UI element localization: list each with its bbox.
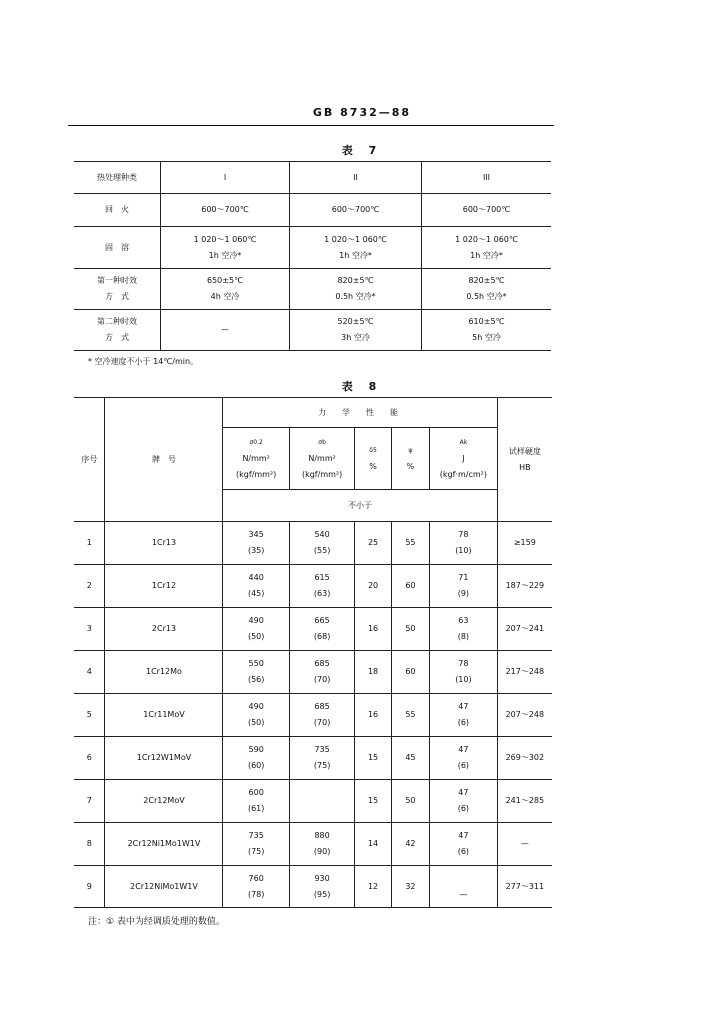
table-cell <box>290 269 422 310</box>
cell-line: 540 <box>314 530 330 539</box>
elongation: 16 <box>355 608 391 651</box>
cell-line: 4h 空冷 <box>210 292 240 301</box>
header-rule <box>68 125 554 126</box>
head-line: Ak <box>459 438 468 446</box>
head-seq: 序号 <box>74 398 105 522</box>
reduction-of-area: 50 <box>391 780 429 823</box>
head-line: (kgf/mm²) <box>301 469 343 479</box>
cell-line: 71 <box>458 573 469 582</box>
cell-line: 615 <box>314 573 330 582</box>
grade-name: 2Cr12MoV <box>105 780 223 823</box>
cell-line: (6) <box>457 761 470 770</box>
cell-line: 665 <box>314 616 330 625</box>
cell-line: 490 <box>248 616 264 625</box>
tensile-strength <box>289 608 354 651</box>
tensile-strength <box>289 651 354 694</box>
grade-name: 2Cr13 <box>105 608 223 651</box>
cell-line <box>430 871 497 887</box>
table-cell: 600～700℃ <box>422 194 552 227</box>
cell-line: (6) <box>457 718 470 727</box>
cell-line <box>290 785 354 801</box>
yield-strength <box>223 565 289 608</box>
head-mech: 力 学 性 能 <box>223 398 497 428</box>
row-label: 固 溶 <box>74 227 161 269</box>
head-line: J <box>462 453 465 463</box>
elongation: 20 <box>355 565 391 608</box>
row-number: 9 <box>74 866 105 908</box>
grade-name: 1Cr12Mo <box>105 651 223 694</box>
tensile-strength <box>289 866 354 908</box>
head-col <box>223 428 289 490</box>
head-col <box>289 428 354 490</box>
tensile-strength <box>289 694 354 737</box>
yield-strength <box>223 737 289 780</box>
hardness: 187～229 <box>497 565 552 608</box>
cell-line: 47 <box>458 702 469 711</box>
cell-line: 820±5℃ <box>337 276 374 285</box>
tensile-strength <box>289 823 354 866</box>
row-number: 2 <box>74 565 105 608</box>
table-row <box>74 194 551 227</box>
cell-line: (50) <box>247 718 265 727</box>
impact-energy <box>430 651 498 694</box>
table-cell <box>290 310 422 351</box>
cell-line: 47 <box>458 831 469 840</box>
cell-line: 735 <box>314 745 330 754</box>
table8-caption: 表 8 <box>341 380 383 393</box>
table-row <box>74 227 551 269</box>
yield-strength <box>223 823 289 866</box>
cell-line: (70) <box>313 718 331 727</box>
table-row <box>74 269 551 310</box>
cell-line: 440 <box>248 573 264 582</box>
tensile-strength <box>289 737 354 780</box>
head-hb <box>497 398 552 522</box>
table-row <box>74 866 552 908</box>
reduction-of-area: 45 <box>391 737 429 780</box>
hardness: 241～285 <box>497 780 552 823</box>
cell-line: 47 <box>458 788 469 797</box>
head-line: N/mm² <box>242 453 270 463</box>
elongation: 15 <box>355 737 391 780</box>
cell-line: (95) <box>313 889 331 899</box>
cell-line: 550 <box>248 659 264 668</box>
grade-name: 1Cr11MoV <box>105 694 223 737</box>
table7-head-row <box>74 162 551 194</box>
cell-line: 345 <box>248 530 264 539</box>
table8-head-row <box>74 398 552 428</box>
hardness: 207～248 <box>497 694 552 737</box>
elongation: 14 <box>355 823 391 866</box>
impact-energy <box>430 565 498 608</box>
table7-head-cell: III <box>422 162 552 194</box>
cell-line: 78 <box>458 659 469 668</box>
heat-treatment-table <box>74 161 551 351</box>
mechanical-properties-table <box>74 397 552 908</box>
cell-line: (50) <box>247 632 265 641</box>
table-row <box>74 310 551 351</box>
grade-name: 1Cr12W1MoV <box>105 737 223 780</box>
cell-line: 63 <box>458 616 469 625</box>
reduction-of-area: 32 <box>391 866 429 908</box>
cell-line: 590 <box>248 745 264 754</box>
cell-line: 3h 空冷 <box>341 333 370 342</box>
elongation: 15 <box>355 780 391 823</box>
cell-line: — <box>459 889 468 899</box>
cell-line: 600 <box>248 788 264 797</box>
table-row <box>74 780 552 823</box>
row-number: 6 <box>74 737 105 780</box>
label-line: 方 式 <box>105 333 129 342</box>
yield-strength <box>223 694 289 737</box>
reduction-of-area: 55 <box>391 694 429 737</box>
row-number: 5 <box>74 694 105 737</box>
table-cell <box>161 269 290 310</box>
head-line: % <box>369 461 377 471</box>
head-line: σb <box>318 438 326 446</box>
cell-line: 520±5℃ <box>337 317 374 326</box>
impact-energy <box>430 866 498 908</box>
table-row <box>74 823 552 866</box>
table-cell <box>422 310 552 351</box>
cell-line: 685 <box>314 659 330 668</box>
elongation: 12 <box>355 866 391 908</box>
impact-energy <box>430 737 498 780</box>
row-number: 8 <box>74 823 105 866</box>
cell-line: 47 <box>458 745 469 754</box>
reduction-of-area: 55 <box>391 522 429 565</box>
elongation: 18 <box>355 651 391 694</box>
cell-line: (75) <box>313 761 331 770</box>
head-not-less: 不小于 <box>223 490 497 522</box>
cell-line: (63) <box>313 589 331 598</box>
cell-line: 880 <box>314 831 330 840</box>
cell-line <box>290 801 354 817</box>
cell-line: (90) <box>313 847 331 856</box>
cell-line: 78 <box>458 530 469 539</box>
tensile-strength <box>289 780 354 823</box>
row-label <box>74 310 161 351</box>
yield-strength <box>223 780 289 823</box>
cell-line: (61) <box>247 804 265 813</box>
table7-caption: 表 7 <box>341 144 383 157</box>
cell-line: (45) <box>247 589 265 598</box>
head-line: δ5 <box>369 446 377 454</box>
cell-line: 610±5℃ <box>468 317 505 326</box>
cell-line: (55) <box>313 546 331 555</box>
reduction-of-area: 50 <box>391 608 429 651</box>
hardness: 217～248 <box>497 651 552 694</box>
reduction-of-area: 60 <box>391 651 429 694</box>
yield-strength <box>223 522 289 565</box>
table-row <box>74 694 552 737</box>
cell-line: 1h 空冷* <box>339 250 372 260</box>
label-line: 方 式 <box>105 292 129 301</box>
table8-footnote: 注：① 表中为经调质处理的数值。 <box>88 917 225 927</box>
table-cell <box>161 227 290 269</box>
table-row <box>74 565 552 608</box>
hardness: 269～302 <box>497 737 552 780</box>
head-col <box>391 428 429 490</box>
cell-line: (56) <box>247 675 265 684</box>
row-label: 回 火 <box>74 194 161 227</box>
cell-line: 1 020～1 060℃ <box>324 234 387 244</box>
head-line: (kgf/mm²) <box>236 469 277 479</box>
cell-line: 650±5℃ <box>206 276 244 285</box>
cell-line: 820±5℃ <box>468 276 505 285</box>
cell-line: (68) <box>313 632 331 641</box>
cell-line: 490 <box>248 702 264 711</box>
cell-line: (10) <box>455 546 472 555</box>
cell-line: (6) <box>457 847 470 856</box>
table-cell <box>422 227 552 269</box>
head-line: (kgf·m/cm²) <box>439 469 487 479</box>
row-number: 7 <box>74 780 105 823</box>
impact-energy <box>430 694 498 737</box>
hardness: 277～311 <box>497 866 552 908</box>
head-grade: 牌 号 <box>105 398 223 522</box>
table-cell: 600～700℃ <box>161 194 290 227</box>
head-line: ψ <box>408 446 413 454</box>
reduction-of-area: 42 <box>391 823 429 866</box>
cell-line: 760 <box>248 873 264 883</box>
yield-strength <box>223 651 289 694</box>
tensile-strength <box>289 522 354 565</box>
cell-line: (10) <box>455 675 472 684</box>
head-col <box>430 428 498 490</box>
hardness: 207～241 <box>497 608 552 651</box>
table-cell <box>290 227 422 269</box>
table7-head-cell: 热处理种类 <box>74 162 161 194</box>
table-cell: — <box>161 310 290 351</box>
label-line: 第一种时效 <box>97 276 137 285</box>
cell-line: 930 <box>314 873 330 883</box>
cell-line: 0.5h 空冷* <box>466 292 507 301</box>
cell-line: 1h 空冷* <box>208 250 242 260</box>
table-row <box>74 651 552 694</box>
head-col <box>355 428 391 490</box>
cell-line: 1 020～1 060℃ <box>455 234 518 244</box>
cell-line: (8) <box>457 632 470 641</box>
table7-head-cell: I <box>161 162 290 194</box>
cell-line: 1h 空冷* <box>470 250 503 260</box>
grade-name: 2Cr12Ni1Mo1W1V <box>105 823 223 866</box>
table7-footnote: * 空冷速度不小于 14℃/min。 <box>88 357 199 366</box>
elongation: 25 <box>355 522 391 565</box>
cell-line: 1 020～1 060℃ <box>193 234 257 244</box>
cell-line: (60) <box>247 761 265 770</box>
impact-energy <box>430 780 498 823</box>
row-label <box>74 269 161 310</box>
cell-line: (78) <box>247 889 265 899</box>
impact-energy <box>430 608 498 651</box>
row-number: 3 <box>74 608 105 651</box>
table-row <box>74 608 552 651</box>
elongation: 16 <box>355 694 391 737</box>
cell-line: 0.5h 空冷* <box>335 292 376 301</box>
yield-strength <box>223 608 289 651</box>
reduction-of-area: 60 <box>391 565 429 608</box>
row-number: 1 <box>74 522 105 565</box>
grade-name: 1Cr12 <box>105 565 223 608</box>
impact-energy <box>430 823 498 866</box>
cell-line: 5h 空冷 <box>472 333 501 342</box>
table-row <box>74 737 552 780</box>
grade-name: 2Cr12NiMo1W1V <box>105 866 223 908</box>
cell-line: (75) <box>247 847 265 856</box>
cell-line: (9) <box>457 589 470 598</box>
cell-line: (6) <box>457 804 470 813</box>
head-line: HB <box>519 462 531 472</box>
yield-strength <box>223 866 289 908</box>
grade-name: 1Cr13 <box>105 522 223 565</box>
table7-head-cell: II <box>290 162 422 194</box>
table-row <box>74 522 552 565</box>
head-line: 试样硬度 <box>508 446 541 456</box>
cell-line: 735 <box>248 831 264 840</box>
head-line: % <box>406 461 415 471</box>
tensile-strength <box>289 565 354 608</box>
hardness: ≥159 <box>497 522 552 565</box>
table-cell: 600～700℃ <box>290 194 422 227</box>
standard-code: GB 8732—88 <box>312 106 412 119</box>
label-line: 第二种时效 <box>97 317 137 326</box>
hardness: — <box>497 823 552 866</box>
table-cell <box>422 269 552 310</box>
head-line: N/mm² <box>308 453 336 463</box>
cell-line: (70) <box>313 675 331 684</box>
cell-line: (35) <box>247 546 265 555</box>
row-number: 4 <box>74 651 105 694</box>
cell-line: 685 <box>314 702 330 711</box>
head-line: σ0.2 <box>249 438 263 446</box>
impact-energy <box>430 522 498 565</box>
